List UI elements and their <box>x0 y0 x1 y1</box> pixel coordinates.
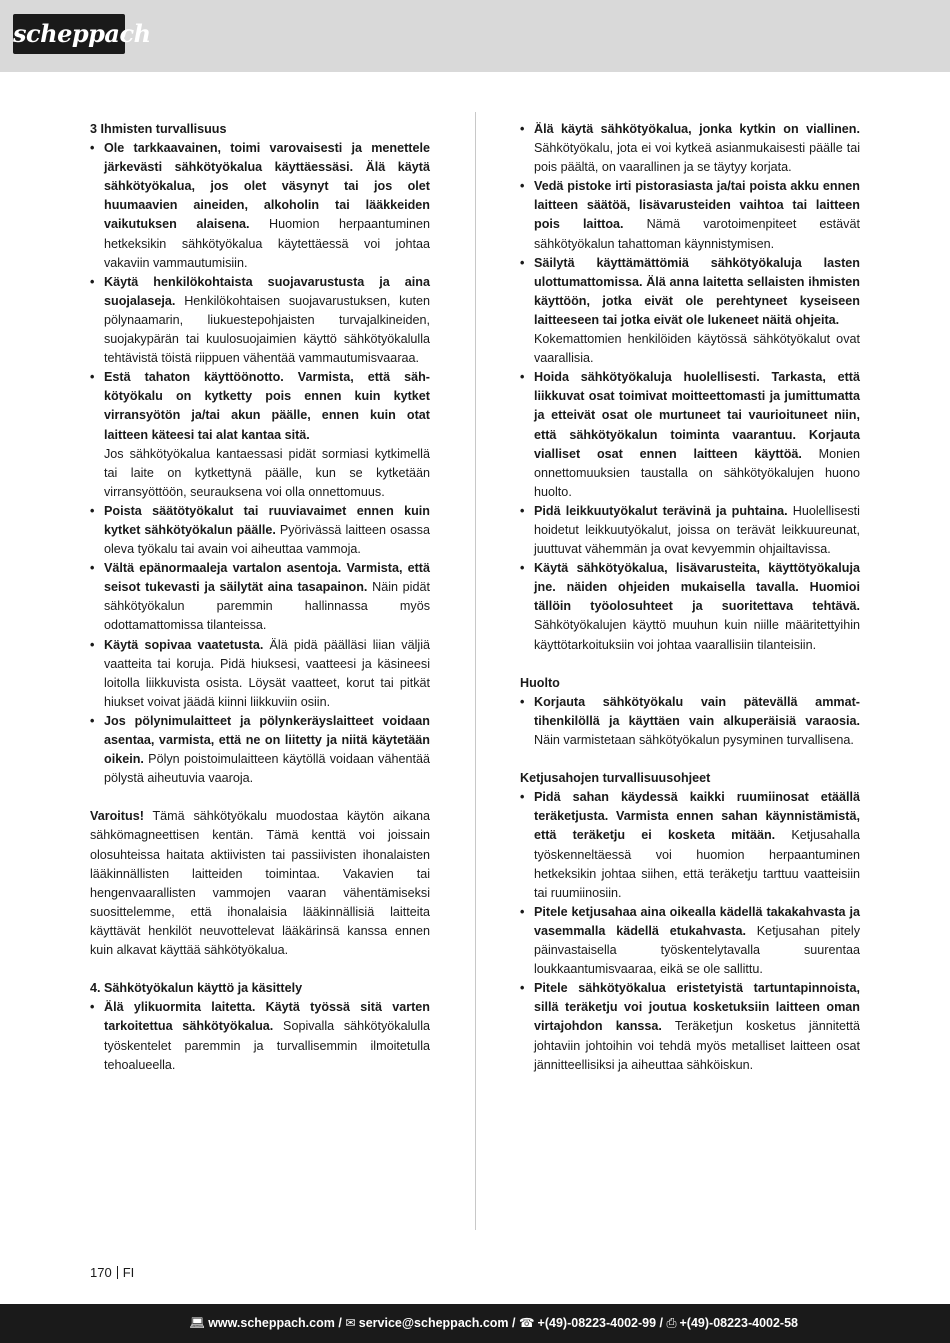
list-item <box>90 368 430 502</box>
item-bold-text: Pitele ketjusahaa aina oikealla kädellä takakahvasta ja vasemmalla kädellä etukahvasta. <box>534 904 860 938</box>
bullet-list <box>90 998 430 1074</box>
list-item <box>90 636 430 712</box>
item-text: Sähkötyökalujen käyttö muuhun kuin niille määritettyihin käyttötarkoituksiin voi johtaa vaarallisiin tilanteisiin. <box>534 618 860 652</box>
item-bold-text: Säilytä käyttämättömiä sähkötyökaluja lasten ulottumattomissa. Älä anna laitetta sellaisten ihmisten käyttöön, jotka eivät ole perehtyneet kyseiseen laitteeseen tai jotka eivät ole lukeneet näitä ohjeita. <box>534 255 860 327</box>
item-text: Nämä varotoimenpiteet estävät sähkötyökalun tahattoman käynnistymisen. <box>534 217 860 251</box>
list-item <box>520 903 860 979</box>
item-bold-text: Käytä sähkötyökalua, lisävarusteita, käyttötyökaluja jne. näiden ohjeiden mukaisella tavalla. Huomioi tällöin työolosuhteet ja suoritettava tehtävä. <box>534 561 860 614</box>
bullet-list <box>520 693 860 750</box>
item-bold-text: Jos pölynimulaitteet ja pölynkeräyslaitteet voidaan asentaa, varmista, että ne on liitetty ja niitä käytetään oikein. <box>104 713 430 767</box>
phone-number: +(49)-08223-4002-99 <box>537 1316 657 1330</box>
contact-footer: 💻︎ www.scheppach.com / ✉ service@scheppach.com / ☎ +(49)-08223-4002-99 / ⎙ +(49)-08223-4002-58 <box>0 1304 950 1343</box>
bullet-list <box>520 788 860 1074</box>
item-text: Huomion herpaantuminen hetkeksikin sähkötyökalua käytettäessä voi johtaa vakaviin vammautumisiin. <box>104 217 430 270</box>
item-text: Pyörivässä laitteen osassa oleva työkalu tai avain voi aiheuttaa vammoja. <box>104 522 430 557</box>
item-text: Älä pidä päälläsi liian väljiä vaatteita tai koruja. Pidä hiuksesi, vaatteesi ja käsineesi loitolla liikkuvista osista. Löysät vaatteet, korut tai pitkät hiukset voivat jäädä kiinni liikkuviin osiin. <box>104 637 430 709</box>
brand-logo: scheppach <box>13 14 125 54</box>
section-title: 3 Ihmisten turvallisuus <box>90 122 227 136</box>
item-text: Ketjusahalla työskenneltäessä voi huomion herpaantuminen hetkeksikin johtaa siihen, että teräketju tarttuu vaatteisiin tai ruumiinosiin. <box>534 828 860 900</box>
item-note: Kokemattomien henkilöiden käytössä sähkötyökalut ovat vaarallisia. <box>534 332 860 366</box>
list-item <box>90 139 430 273</box>
list-item <box>520 559 860 654</box>
page-number: 170 <box>90 1265 112 1280</box>
item-text: Näin pidät sähkötyökalun paremmin hallinnassa myös odottamattomissa tilanteissa. <box>104 580 430 633</box>
list-item <box>90 712 430 788</box>
list-item <box>90 559 430 635</box>
header-band <box>0 0 950 72</box>
section-title: Huolto <box>520 675 560 690</box>
list-item <box>520 120 860 177</box>
warning-text: Tämä sähkötyökalu muodostaa käytön aikana sähkömagneettisen kentän. Tämä kenttä voi joissain olosuhteissa haitata aktiivisten tai passiivisten ihonalaisten lääkinnällisten laitteiden toimintaa. Vakavien tai hengenvaarallisten vammojen vaaran vähentämiseksi suosittelemme, että ihonalaisia lääkinnällisiä laitteita käyttävät henkilöt neuvottelevat lääkärinsä kanssa ennen kuin alkavat käyttää sähkötyökalua. <box>90 809 430 958</box>
item-bold-text: Käytä sopivaa vaatetusta. <box>104 637 264 652</box>
section-title: Ketjusahojen turvallisuusohjeet <box>520 771 711 786</box>
list-item <box>520 254 860 369</box>
item-bold-text: Vältä epänormaaleja vartalon asentoja. Varmista, että seisot tukevasti ja säilytät aina tasapainon. <box>104 561 430 595</box>
language-code: FI <box>122 1265 135 1280</box>
list-item <box>520 693 860 750</box>
item-text: Ketjusahan pitely päinvastaisella työskentelytavalla suurentaa loukkaantumisvaaraa, eikä se ole sallittu. <box>534 923 860 977</box>
item-text: Huolellisesti hoidetut leikkuutyökalut, joissa on terävät leikkuureunat, juuttuvat vähemmän ja ovat kevyemmin ohjailtavissa. <box>534 503 860 557</box>
computer-icon: 💻︎ <box>189 1316 206 1330</box>
list-item <box>520 979 860 1074</box>
email-link[interactable]: service@scheppach.com <box>358 1316 509 1330</box>
item-bold-text: Hoida sähkötyökaluja huolellisesti. Tarkasta, että liikkuvat osat toimivat moitteettomasti ja jumittumatta ja etteivät osat ole murtuneet tai vaurioituneet niin, että sähkötyökalun toiminta vaarantuu. Korjauta vialliset osat ennen laitteen käyttöä. <box>534 370 860 461</box>
item-text: Näin varmistetaan sähkötyökalun pysyminen turvallisena. <box>534 733 854 747</box>
item-note: Jos sähkötyökalua kantaessasi pidät sormiasi kytkimellä tai laite on kytkettynä päälle, kun se kytketään virransyöttöön, seurauksena voi olla onnettomuus. <box>104 446 430 499</box>
section-title: 4. Sähkötyökalun käyttö ja käsittely <box>90 981 303 996</box>
list-item <box>90 502 430 559</box>
list-item <box>520 177 860 253</box>
item-text: Pölyn poistoimulaitteen käytöllä voidaan vähentää pölystä aiheutuvia vaaroja. <box>104 752 430 786</box>
item-text: Teräketjun kosketus jännitettä johtaviin johtoihin voi tehdä myös metalliset laitteen osat jännitteellisiksi ja aiheuttaa sähköiskun. <box>534 1019 861 1072</box>
list-item <box>520 502 860 559</box>
bullet-list <box>520 120 860 655</box>
fax-number: +(49)-08223-4002-58 <box>679 1316 798 1330</box>
mail-icon: ✉ <box>345 1316 356 1330</box>
item-text: Monien onnettomuuksien taustalla on sähkötyökalujen huono huolto. <box>534 446 860 499</box>
item-bold-text: Ole tarkkaavainen, toimi varovaisesti ja menettele järkevästi sähkötyökalua käyttäessäsi. Älä käytä sähkötyökalua, jos olet väsynyt tai jos olet huumaavien aineiden, alkoholin tai lääkkeiden vaikutuksen alaisena. <box>104 141 430 232</box>
separator <box>117 1266 118 1279</box>
item-text: Sähkötyökalu, jota ei voi kytkeä asianmukaisesti päälle tai pois päältä, on vaarallinen ja se täytyy korjata. <box>534 141 860 175</box>
item-bold-text: Pidä leikkuutyökalut terävinä ja puhtaina. <box>534 503 788 518</box>
item-bold-text: Käytä henkilökohtaista suojavarustusta ja aina suojalaseja. <box>104 274 430 308</box>
warning-label: Varoitus! <box>90 809 144 824</box>
fax-icon: ⎙ <box>666 1316 677 1330</box>
page-footer-number <box>90 1265 134 1280</box>
item-bold-text: Korjauta sähkötyökalu vain pätevällä ammattihenkilöllä ja käyttäen vain alkuperäisiä varaosia. <box>534 694 860 728</box>
list-item <box>90 998 430 1074</box>
item-bold-text: Estä tahaton käyttöönotto. Varmista, että sähkötyökalu on kytketty pois ennen kuin kytket virransyötön ja/tai akun päälle, ennen kuin otat laitteen käteesi tai alat kantaa sitä. <box>104 370 430 442</box>
right-column <box>520 120 860 1075</box>
item-bold-text: Pitele sähkötyökalua eristetyistä tartuntapinnoista, sillä teräketju voi joutua kosketuksiin laitteen oman virtajohdon kanssa. <box>534 981 860 1034</box>
list-item <box>520 788 860 903</box>
website-link[interactable]: www.scheppach.com <box>208 1316 335 1330</box>
item-bold-text: Poista säätötyökalut tai ruuviavaimet ennen kuin kytket sähkötyökalun päälle. <box>104 503 430 537</box>
warning-paragraph <box>90 807 430 960</box>
list-item <box>520 368 860 502</box>
item-bold-text: Älä ylikuormita laitetta. Käytä työssä sitä varten tarkoitettua sähkötyökalua. <box>104 1000 430 1034</box>
item-text: Henkilökohtaisen suojavarustuksen, kuten pölynaamarin, liukuestepohjaisten turvajalkineiden, suojakypärän tai kuulosuojaimien käyttö sähkötyökalulla tehtävistä töistä riippuen vähentää vammautumisvaaraa. <box>104 293 430 366</box>
list-item <box>90 273 430 368</box>
item-bold-text: Pidä sahan käydessä kaikki ruumiinosat etäällä teräketjusta. Varmista ennen sahan käynnistämistä, että teräketju ei kosketa mitään. <box>534 790 860 843</box>
item-text: Sopivalla sähkötyökalulla työskentelet paremmin ja turvallisemmin ilmoitetulla tehoalueella. <box>104 1019 430 1072</box>
item-bold-text: Vedä pistoke irti pistorasiasta ja/tai poista akku ennen laitteen säätöä, lisävarusteiden vaihtoa tai laitteen pois laittoa. <box>534 179 860 232</box>
item-bold-text: Älä käytä sähkötyökalua, jonka kytkin on viallinen. <box>534 122 860 136</box>
phone-icon: ☎ <box>518 1316 535 1330</box>
bullet-list <box>90 139 430 788</box>
left-column <box>90 120 430 1075</box>
column-divider <box>475 112 476 1230</box>
